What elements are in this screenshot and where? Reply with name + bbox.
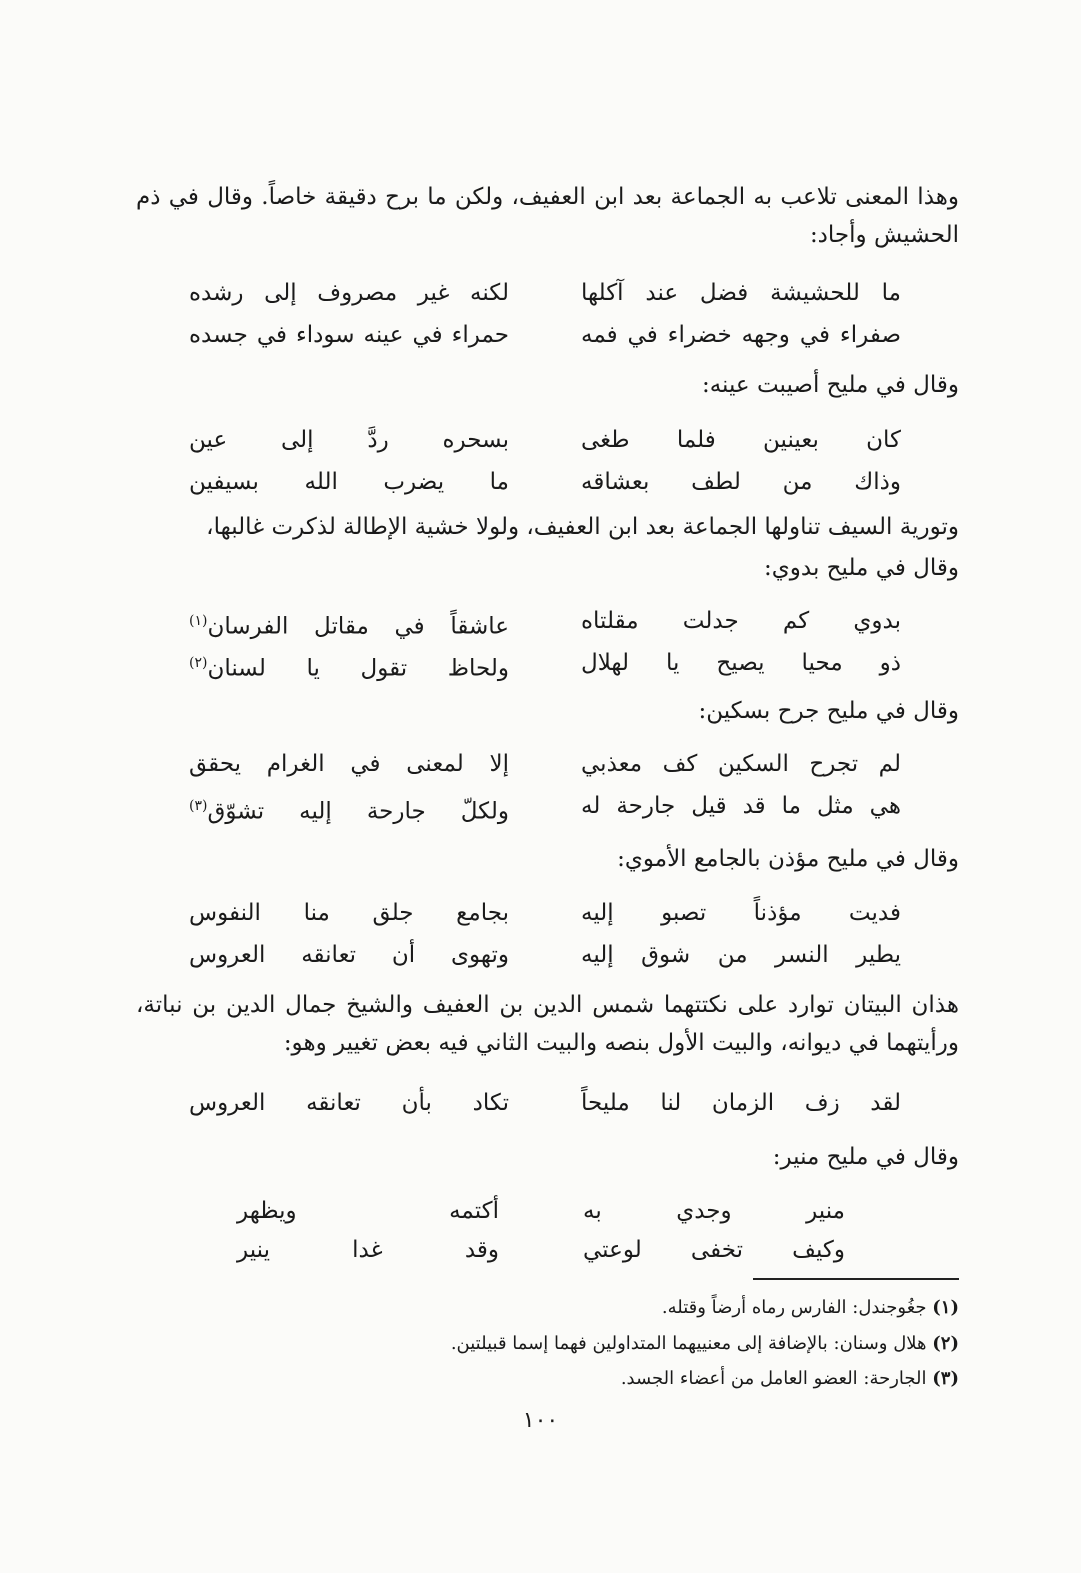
verse-hemistich-first: لقد زف الزمان لنا مليحاً [581,1090,901,1116]
verse-hemistich-first: وكيف تخفى لوعتي [583,1237,845,1263]
verse-hemistich-first: وذاك من لطف بعشاقه [581,469,901,495]
verse-hemistich-second: ولحاظ تقول يا لسنان$^{(٢)}$ [189,655,509,682]
verse-hemistich-second: وقد غدا ينير [237,1237,499,1263]
verse-hemistich-first: ذو محيا يصيح يا لهلال [581,650,901,676]
verse-hemistich-first: بدوي كم جدلت مقلتاه [581,608,901,634]
verse-hemistich-first: كان بعينين فلما طغى [581,427,901,453]
verse-hemistich-first: منير وجدي به [583,1198,845,1224]
verse-hemistich-second: تكاد بأن تعانقه العروس [189,1090,509,1116]
verse-hemistich-first: لم تجرح السكين كف معذبي [581,751,901,777]
verse-intro: وقال في مليح مؤذن بالجامع الأموي: [617,846,959,872]
verse-line [189,895,901,931]
verse-hemistich-first: ما للحشيشة فضل عند آكلها [581,280,901,306]
verse-line [189,746,901,782]
footnote-number: (٢) [932,1333,959,1354]
page-number: ١٠٠ [522,1408,559,1433]
footnote [451,1329,959,1359]
verse-hemistich-second: حمراء في عينه سوداء في جسده [189,322,509,348]
verse-hemistich-second: بسحره ردَّ إلى عين [189,427,509,453]
verse-hemistich-second: أكتمه ويظهر [237,1198,499,1224]
footnote-ref: (٣) [189,798,208,814]
verse-line [189,275,901,311]
verse-hemistich-first: هي مثل ما قد قيل جارحة له [581,793,901,819]
verse-intro: وقال في مليح جرح بسكين: [698,698,959,724]
verse-line [189,464,901,500]
footnote-divider [753,1278,959,1280]
footnote-text: جغُوجندل: الفارس رماه أرضاً وقتله. [661,1297,927,1318]
footnote [662,1293,959,1323]
verse-hemistich-second: وتهوى أن تعانقه العروس [189,942,509,968]
verse-line [237,1193,845,1229]
verse-hemistich-second: ما يضرب الله بسيفين [189,469,509,495]
verse-hemistich-second: لكنه غير مصروف إلى رشده [189,280,509,306]
footnote-number: (١) [932,1297,959,1318]
verse-intro: وقال في مليح أصيبت عينه: [701,372,959,398]
verse-hemistich-second: ولكلّ جارحة إليه تشوّق$^{(٣)}$ [189,798,509,825]
paragraph-1: وهذا المعنى تلاعب به الجماعة بعد ابن العفيف، ولكن ما برح دقيقة خاصاً. وقال في ذم الحشيش وأجاد: [136,184,959,248]
footnote-number: (٣) [932,1368,959,1389]
verse-line [189,603,901,639]
footnote-ref: (١) [189,613,208,629]
verse-line [189,422,901,458]
verse-hemistich-first: يطير النسر من شوق إليه [581,942,901,968]
verse-hemistich-first: فديت مؤذناً تصبو إليه [581,900,901,926]
verse-line [189,1085,901,1121]
verse-intro: وقال في مليح بدوي: [764,555,959,581]
verse-line [237,1232,845,1268]
verse-line [189,788,901,824]
verse-line [189,937,901,973]
footnote-text: هلال وسنان: بالإضافة إلى معنييهما المتداولين فهما إسما قبيلتين. [450,1333,927,1354]
verse-hemistich-first: صفراء في وجهه خضراء في فمه [581,322,901,348]
verse-hemistich-second: عاشقاً في مقاتل الفرسان$^{(١)}$ [189,613,509,640]
footnote-ref: (٢) [189,655,208,671]
verse-intro: وقال في مليح منير: [772,1144,959,1170]
verse-hemistich-second: بجامع جلق منا النفوس [189,900,509,926]
footnote-text: الجارحة: العضو العامل من أعضاء الجسد. [620,1368,927,1389]
verse-line [189,645,901,681]
footnote [621,1364,959,1394]
verse-hemistich-second: إلا لمعنى في الغرام يحقق [189,751,509,777]
paragraph-2: وتورية السيف تناولها الجماعة بعد ابن العفيف، ولولا خشية الإطالة لذكرت غالبها، [206,514,959,540]
paragraph-3: هذان البيتان توارد على نكتتهما شمس الدين بن العفيف والشيخ جمال الدين بن نباتة، ورأيتهما في ديوانه، والبيت الأول بنصه والبيت الثاني فيه بعض تغيير وهو: [136,992,959,1056]
verse-line [189,317,901,353]
